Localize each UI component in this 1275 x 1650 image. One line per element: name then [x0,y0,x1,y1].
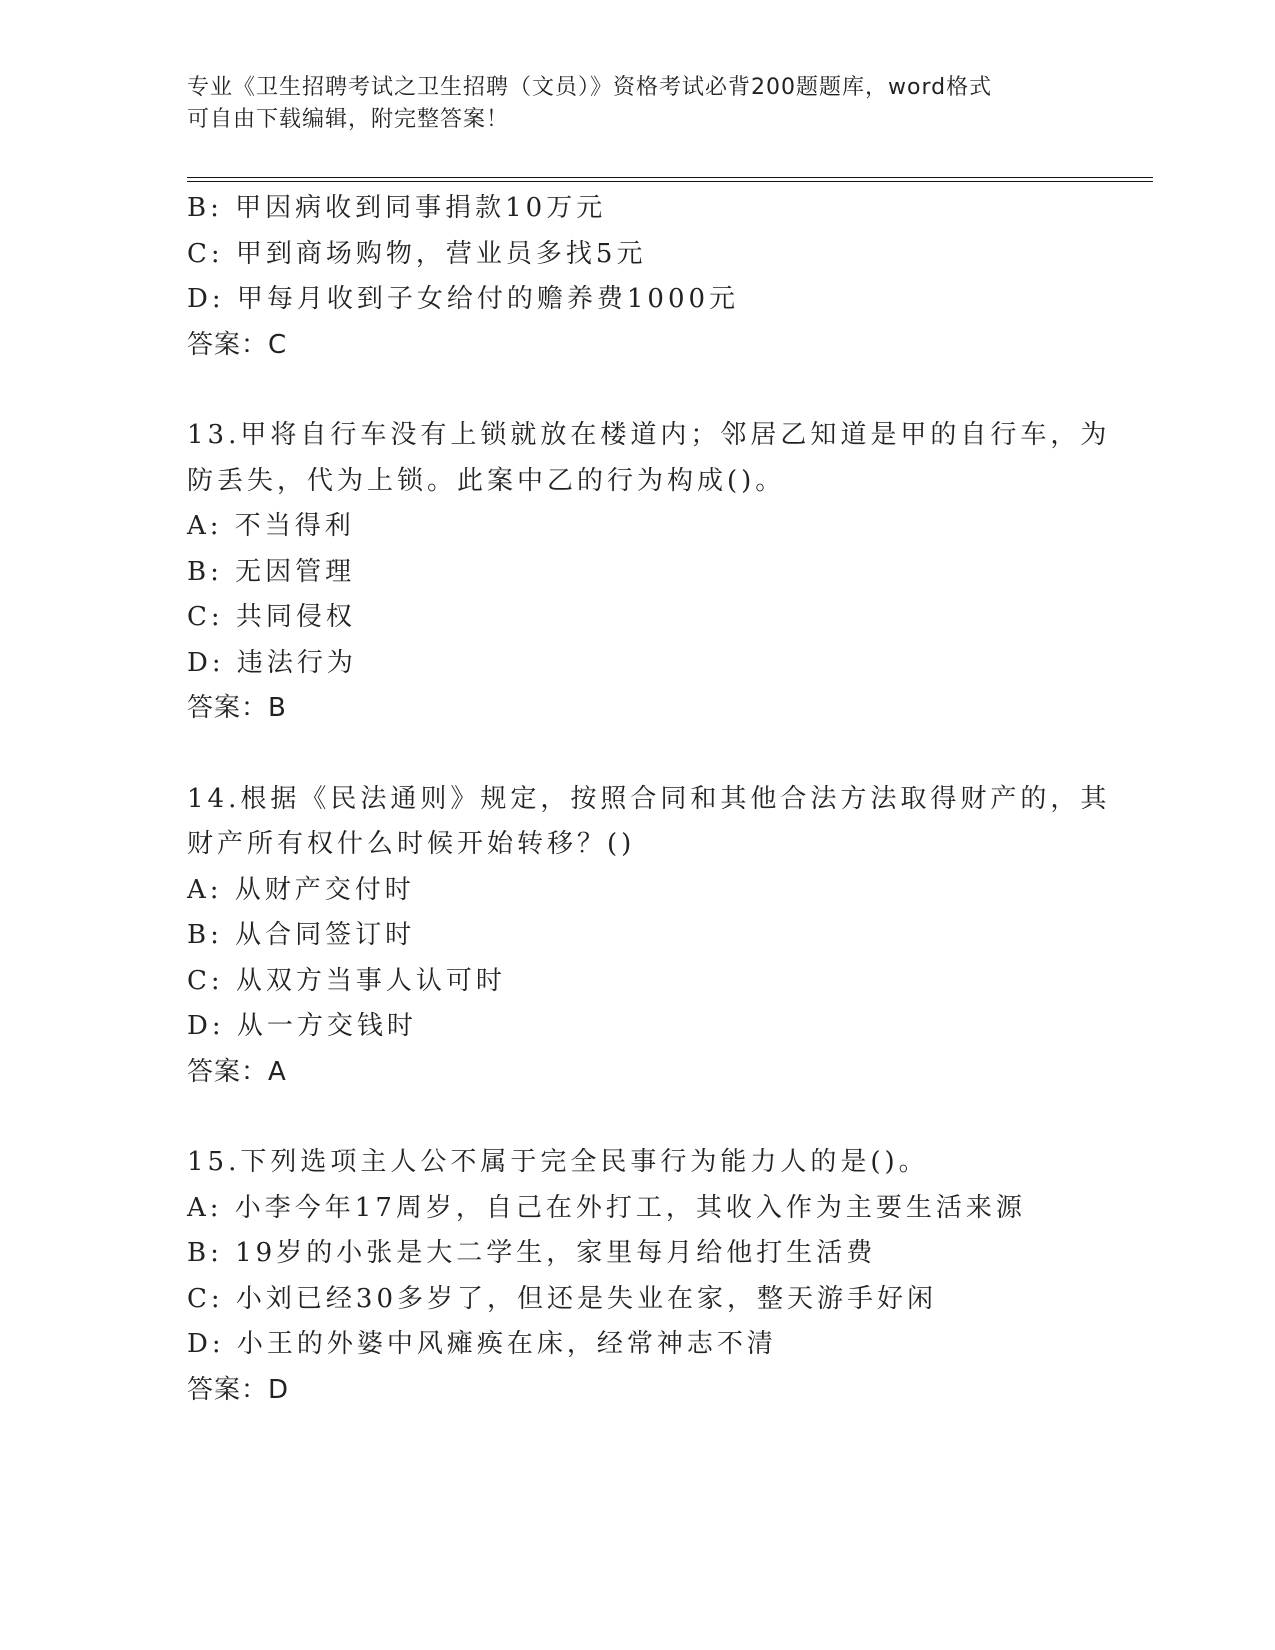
header-line-2: 可自由下载编辑，附完整答案！ [187,107,510,132]
option-c: C: 甲到商场购物，营业员多找5元 [187,238,647,269]
question-14 [187,777,1111,1096]
option-c: C: 共同侵权 [187,602,356,632]
option-c: C: 从双方当事人认可时 [187,965,506,996]
option-a: A: 小李今年17周岁，自己在外打工，其收入作为主要生活来源 [187,1192,1026,1223]
spacer [187,732,1087,777]
spacer [187,368,1087,413]
question-12-tail [187,186,1087,368]
option-d: D: 小王的外婆中风瘫痪在床，经常神志不清 [187,1329,777,1359]
option-d: D: 违法行为 [187,647,357,678]
option-b: B: 从合同签订时 [187,920,416,950]
question-15 [187,1140,1087,1413]
option-a: A: 不当得利 [187,511,355,541]
document-header [187,72,1067,136]
header-divider [187,177,1153,182]
question-stem-line-1: 14.根据《民法通则》规定，按照合同和其他合法方法取得财产的，其 [187,783,1111,814]
question-stem-line-1: 13.甲将自行车没有上锁就放在楼道内；邻居乙知道是甲的自行车，为 [187,420,1111,450]
option-b: B: 19岁的小张是大二学生，家里每月给他打生活费 [187,1238,877,1268]
question-13 [187,413,1111,732]
question-list [187,186,1111,1413]
header-line-1: 专业《卫生招聘考试之卫生招聘（文员）》资格考试必背200题题库，word格式 [187,75,993,100]
option-c: C: 小刘已经30多岁了，但还是失业在家，整天游手好闲 [187,1283,938,1314]
answer-label: 答案：A [187,1056,287,1087]
answer-label: 答案：D [187,1374,290,1405]
option-d: D: 甲每月收到子女给付的赡养费1000元 [187,284,740,314]
question-stem-line-2: 防丢失，代为上锁。此案中乙的行为构成()。 [187,465,786,496]
answer-label: 答案：C [187,329,288,360]
option-a: A: 从财产交付时 [187,874,415,905]
answer-label: 答案：B [187,693,287,723]
spacer [187,1095,1087,1140]
question-stem-line-1: 15.下列选项主人公不属于完全民事行为能力人的是()。 [187,1147,929,1177]
question-stem-line-2: 财产所有权什么时候开始转移？() [187,829,636,859]
option-b: B: 无因管理 [187,556,356,587]
option-d: D: 从一方交钱时 [187,1011,417,1041]
option-b: B: 甲因病收到同事捐款10万元 [187,193,607,223]
